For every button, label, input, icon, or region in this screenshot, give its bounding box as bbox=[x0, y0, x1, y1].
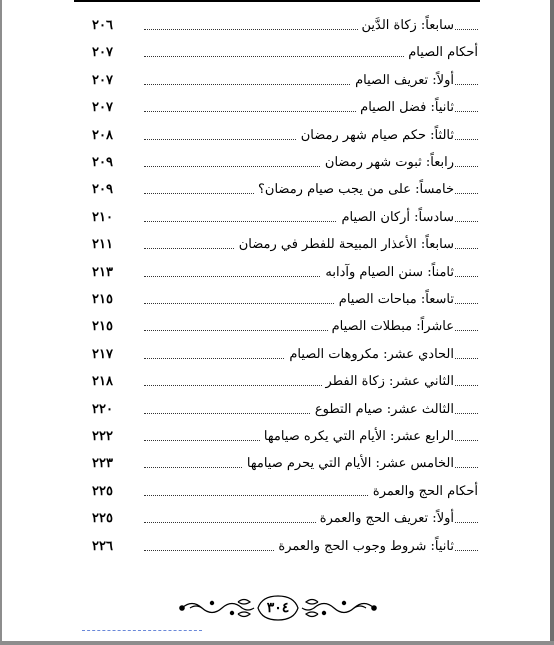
toc-entry[interactable] bbox=[80, 371, 478, 393]
toc-entry[interactable] bbox=[80, 289, 478, 311]
toc-entry-page: ٢٢٣ bbox=[92, 456, 113, 471]
toc-entry[interactable] bbox=[80, 70, 478, 92]
toc-entry-title: ثانياً: شروط وجوب الحج والعمرة bbox=[274, 536, 454, 558]
toc-entry[interactable] bbox=[80, 399, 478, 421]
toc-entry[interactable] bbox=[80, 316, 478, 338]
toc-entry-page: ٢٠٧ bbox=[92, 100, 113, 115]
toc-entry-page: ٢١٥ bbox=[92, 292, 113, 307]
toc-entry[interactable] bbox=[80, 262, 478, 284]
toc-entry-title: الخامس عشر: الأيام التي يحرم صيامها bbox=[243, 453, 454, 475]
toc-entry-page: ٢٠٦ bbox=[92, 18, 113, 33]
toc-entry[interactable] bbox=[80, 344, 478, 366]
table-of-contents bbox=[2, 0, 550, 560]
toc-entry-title: ثامناً: سنن الصيام وآدابه bbox=[321, 262, 454, 284]
toc-entry-page: ٢١٠ bbox=[92, 210, 113, 225]
toc-entry-page: ٢١٣ bbox=[92, 265, 113, 280]
toc-entry-title: أولاً: تعريف الصيام bbox=[351, 70, 454, 92]
toc-entry-title: سابعاً: الأعذار المبيحة للفطر في رمضان bbox=[235, 234, 454, 256]
document-page bbox=[2, 0, 550, 641]
toc-entry-page: ٢٢٦ bbox=[92, 539, 113, 554]
toc-entry-page: ٢١١ bbox=[92, 237, 113, 252]
toc-entry-title: تاسعاً: مباحات الصيام bbox=[335, 289, 454, 311]
toc-entry-page: ٢١٥ bbox=[92, 319, 113, 334]
toc-entry[interactable] bbox=[80, 125, 478, 147]
toc-entry-title: أحكام الصيام bbox=[404, 42, 478, 64]
toc-entry-title: سابعاً: زكاة الدَّين bbox=[358, 15, 455, 37]
toc-entry-title: الثاني عشر: زكاة الفطر bbox=[322, 371, 454, 393]
toc-entry-page: ٢٠٧ bbox=[92, 45, 113, 60]
toc-entry[interactable] bbox=[80, 426, 478, 448]
scrollbar[interactable] bbox=[550, 0, 554, 641]
toc-entry[interactable] bbox=[80, 234, 478, 256]
toc-entry-title: رابعاً: ثبوت شهر رمضان bbox=[321, 152, 454, 174]
toc-entry-title: أولاً: تعريف الحج والعمرة bbox=[316, 508, 454, 530]
toc-entry-title: الحادي عشر: مكروهات الصيام bbox=[285, 344, 454, 366]
toc-entry[interactable] bbox=[80, 207, 478, 229]
toc-entry-title: خامساً: على من يجب صيام رمضان؟ bbox=[254, 179, 454, 201]
toc-entry-page: ٢٢٥ bbox=[92, 511, 113, 526]
page-number: ٣٠٤ bbox=[266, 600, 290, 616]
toc-entry-title: سادساً: أركان الصيام bbox=[337, 207, 454, 229]
toc-entry[interactable] bbox=[80, 453, 478, 475]
toc-entry-page: ٢٠٨ bbox=[92, 128, 113, 143]
toc-entry-page: ٢١٧ bbox=[92, 347, 113, 362]
toc-entry[interactable] bbox=[80, 508, 478, 530]
toc-entry[interactable] bbox=[80, 15, 478, 37]
toc-entry[interactable] bbox=[80, 42, 478, 64]
toc-entry-page: ٢٠٩ bbox=[92, 182, 113, 197]
toc-entry-title: الرابع عشر: الأيام التي يكره صيامها bbox=[260, 426, 454, 448]
toc-entry-page: ٢١٨ bbox=[92, 374, 113, 389]
toc-entry-title: الثالث عشر: صيام التطوع bbox=[311, 399, 454, 421]
toc-entry-title: أحكام الحج والعمرة bbox=[369, 481, 478, 503]
toc-entry-page: ٢٢٢ bbox=[92, 429, 113, 444]
toc-entry-page: ٢٢٠ bbox=[92, 402, 113, 417]
toc-entry-page: ٢٢٥ bbox=[92, 484, 113, 499]
toc-entry[interactable] bbox=[80, 97, 478, 119]
toc-entry-page: ٢٠٩ bbox=[92, 155, 113, 170]
page-number-ornament bbox=[178, 593, 378, 623]
link-fragment bbox=[82, 630, 202, 645]
toc-entry-title: عاشراً: مبطلات الصيام bbox=[328, 316, 454, 338]
toc-entry[interactable] bbox=[80, 481, 478, 503]
toc-entry[interactable] bbox=[80, 536, 478, 558]
toc-entry-title: ثالثاً: حكم صيام شهر رمضان bbox=[297, 125, 454, 147]
toc-entry[interactable] bbox=[80, 152, 478, 174]
toc-entry-page: ٢٠٧ bbox=[92, 73, 113, 88]
toc-entry[interactable] bbox=[80, 179, 478, 201]
toc-entry-title: ثانياً: فضل الصيام bbox=[356, 97, 454, 119]
